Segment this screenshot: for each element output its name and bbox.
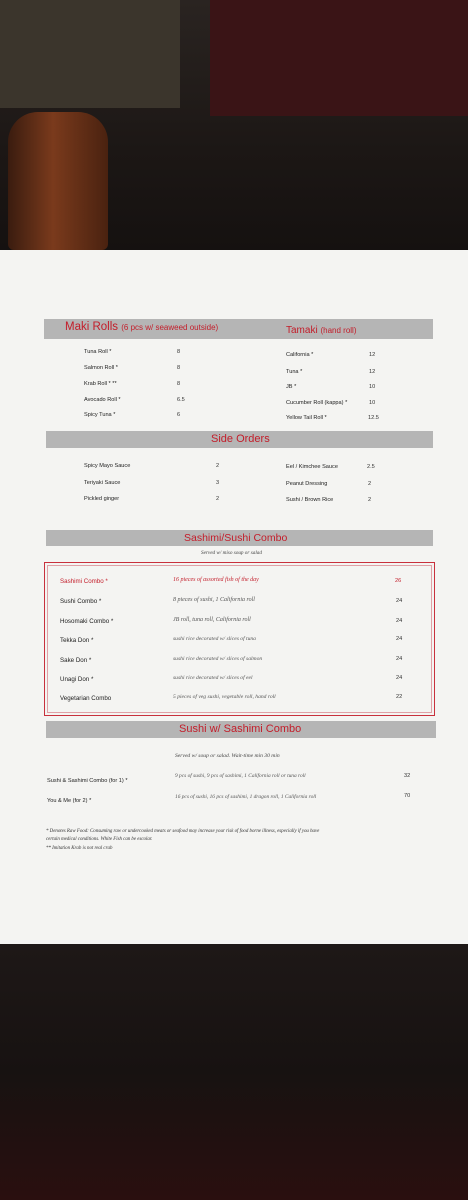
item-price: 24 bbox=[396, 618, 403, 624]
item-price: 12 bbox=[369, 369, 376, 375]
item-price: 24 bbox=[396, 636, 403, 642]
item-name: California * bbox=[286, 352, 314, 358]
item-price: 12.5 bbox=[368, 415, 379, 421]
item-name: Vegetarian Combo bbox=[60, 695, 112, 702]
item-name: Teriyaki Sauce bbox=[84, 480, 121, 486]
item-name: Hosomaki Combo * bbox=[60, 618, 114, 625]
item-description: 16 pieces of assorted fish of the day bbox=[173, 577, 259, 583]
combo-served-note: Served w/ miso soup or salad bbox=[201, 550, 262, 556]
item-price: 2 bbox=[368, 497, 372, 503]
item-price: 6 bbox=[177, 412, 181, 418]
maki-title bbox=[65, 321, 218, 333]
tamaki-title bbox=[286, 325, 356, 336]
item-price: 24 bbox=[396, 598, 403, 604]
item-name: Avocado Roll * bbox=[84, 397, 121, 403]
item-price: 32 bbox=[404, 773, 411, 779]
item-price: 6.5 bbox=[177, 397, 185, 403]
item-price: 24 bbox=[396, 675, 403, 681]
side-orders-title: Side Orders bbox=[211, 433, 270, 445]
item-name: Sake Don * bbox=[60, 657, 92, 664]
item-price: 2.5 bbox=[367, 464, 375, 470]
item-name: Tuna * bbox=[286, 369, 303, 375]
item-name: Tuna Roll * bbox=[84, 349, 112, 355]
item-description: sushi rice decorated w/ slices of salmon bbox=[173, 656, 263, 662]
item-name: Tekka Don * bbox=[60, 637, 94, 644]
item-price: 12 bbox=[369, 352, 376, 358]
footnote-raw-food: * Denotes Raw Food: Consuming raw or undercooked meats or seafood may increase your risk of food borne illness, especially if you have bbox=[46, 829, 320, 834]
item-name: Unagi Don * bbox=[60, 676, 94, 683]
item-price: 3 bbox=[216, 480, 220, 486]
wall-panel-left bbox=[0, 0, 180, 108]
item-name: You & Me (for 2) * bbox=[47, 798, 92, 804]
tamaki-title-text: Tamaki bbox=[286, 325, 318, 336]
item-name: Sashimi Combo * bbox=[60, 578, 108, 585]
item-price: 10 bbox=[369, 384, 376, 390]
item-price: 22 bbox=[396, 694, 403, 700]
item-name: Eel / Kimchee Sauce bbox=[286, 464, 338, 470]
item-name: Salmon Roll * bbox=[84, 365, 118, 371]
item-name: Yellow Tail Roll * bbox=[286, 415, 327, 421]
item-price: 70 bbox=[404, 793, 411, 799]
item-price: 2 bbox=[368, 481, 372, 487]
maki-title-text: Maki Rolls bbox=[65, 321, 119, 333]
chair-back bbox=[8, 112, 108, 250]
item-price: 10 bbox=[369, 400, 376, 406]
item-description: JB roll, tuna roll, California roll bbox=[173, 617, 251, 623]
combo-title: Sashimi/Sushi Combo bbox=[184, 532, 288, 544]
item-name: JB * bbox=[286, 384, 297, 390]
item-price: 2 bbox=[216, 496, 220, 502]
item-description: 16 pcs of sushi, 16 pcs of sashimi, 1 dragon roll, 1 California roll bbox=[175, 794, 317, 800]
sushi-sashimi-served-note: Served w/ soup or salad. Wait-time min 30 min bbox=[175, 753, 280, 759]
item-name: Cucumber Roll (kappa) * bbox=[286, 400, 348, 406]
footnote-escolar: certain medical conditions. White Fish can be escolar. bbox=[46, 837, 153, 842]
item-description: sushi rice decorated w/ slices of eel bbox=[173, 675, 253, 681]
table-surface bbox=[0, 944, 468, 1200]
item-price: 24 bbox=[396, 656, 403, 662]
item-name: Sushi & Sashimi Combo (for 1) * bbox=[47, 778, 128, 784]
sushi-sashimi-title: Sushi w/ Sashimi Combo bbox=[179, 723, 302, 735]
item-price: 8 bbox=[177, 365, 181, 371]
item-name: Pickled ginger bbox=[84, 496, 120, 502]
item-price: 8 bbox=[177, 381, 181, 387]
footnote-imitation-krab: ** Imitation Krab is not real crab bbox=[46, 846, 113, 851]
maki-subtitle: (6 pcs w/ seaweed outside) bbox=[121, 323, 219, 332]
item-price: 8 bbox=[177, 349, 181, 355]
item-name: Sushi / Brown Rice bbox=[286, 497, 334, 503]
item-description: 9 pcs of sushi, 9 pcs of sashimi, 1 California roll or tuna roll bbox=[175, 773, 306, 779]
item-price: 2 bbox=[216, 463, 220, 469]
item-name: Spicy Mayo Sauce bbox=[84, 463, 131, 469]
item-name: Sushi Combo * bbox=[60, 598, 102, 605]
item-price: 26 bbox=[395, 578, 402, 584]
item-description: 5 pieces of veg sushi, vegetable roll, hand roll bbox=[173, 694, 276, 700]
item-name: Peanut Dressing bbox=[286, 481, 328, 487]
item-description: sushi rice decorated w/ slices of tuna bbox=[173, 636, 256, 642]
wall-panel-right bbox=[210, 0, 468, 116]
item-name: Spicy Tuna * bbox=[84, 412, 116, 418]
tamaki-subtitle: (hand roll) bbox=[320, 326, 357, 335]
item-name: Krab Roll * ** bbox=[84, 381, 117, 387]
item-description: 8 pieces of sushi, 1 California roll bbox=[173, 597, 255, 603]
